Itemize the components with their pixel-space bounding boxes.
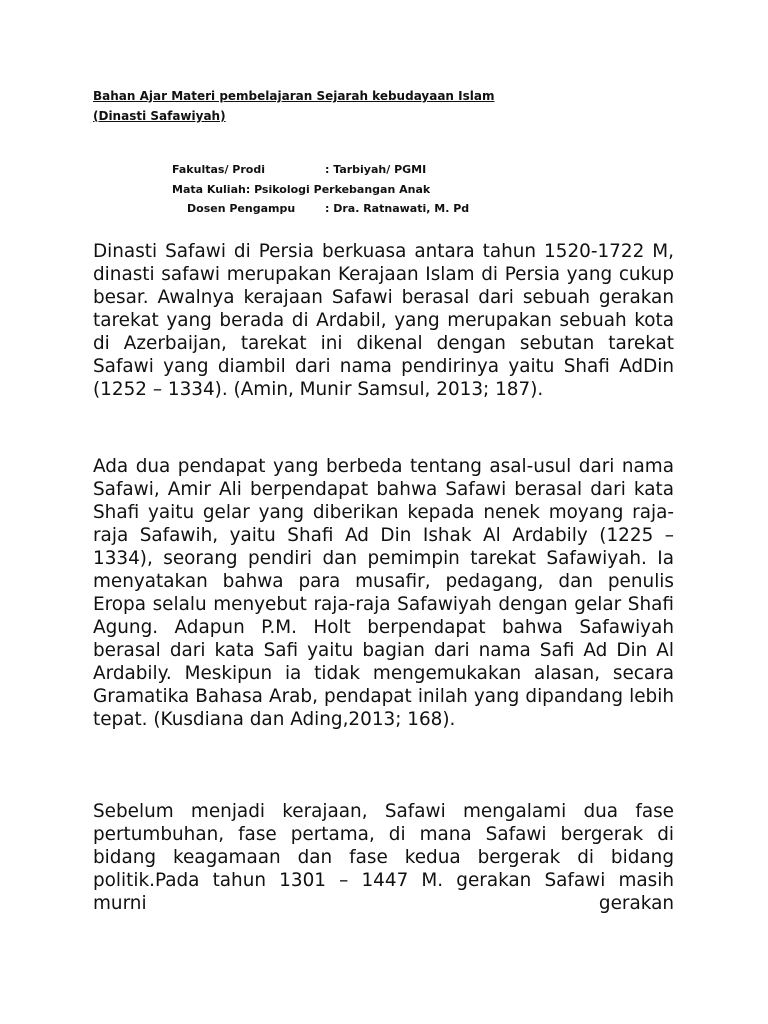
dosen-value: : Dra. Ratnawati, M. Pd [325,202,470,215]
paragraph-3 [93,800,674,915]
fakultas-value: : Tarbiyah/ PGMI [325,163,427,176]
paragraph-2 [93,455,674,731]
document-subtitle: (Dinasti Safawiyah) [93,109,226,123]
dosen-row [172,199,592,219]
paragraph-text: Ada dua pendapat yang berbeda tentang asal-usul dari nama Safawi, Amir Ali berpendapat bahwa Safawi berasal dari kata Shafi yaitu gelar yang diberikan kepada nenek moyang raja-raja Safawih, yaitu Shafi Ad Din Ishak Al Ardabily (1225 – 1334), seorang pendiri dan pemimpin tarekat Safawiyah. Ia menyatakan bahwa para musafir, pedagang, dan penulis Eropa selalu menyebut raja-raja Safawiyah dengan gelar Shafi Agung. Adapun P.M. Holt berpendapat bahwa Safawiyah berasal dari kata Safi yaitu bagian dari nama Safi Ad Din Al Ardabily. Meskipun ia tidak mengemukakan alasan, secara Gramatika Bahasa Arab, pendapat inilah yang dipandang lebih tepat. (Kusdiana dan Ading,2013; 168). [93,456,674,730]
document-header [93,86,693,126]
paragraph-text: Sebelum menjadi kerajaan, Safawi mengalami dua fase pertumbuhan, fase pertama, di mana Safawi bergerak di bidang keagamaan dan fase kedua bergerak di bidang politik.Pada tahun 1301 – 1447 M. gerakan Safawi masih murni gerakan [93,801,674,914]
paragraph-1 [93,240,674,401]
course-info [172,160,592,219]
document-title: Bahan Ajar Materi pembelajaran Sejarah kebudayaan Islam [93,89,495,103]
dosen-label: Dosen Pengampu [187,202,296,215]
fakultas-row [172,160,592,180]
matakuliah-row [172,180,592,200]
fakultas-label: Fakultas/ Prodi [172,163,265,176]
paragraph-text: Dinasti Safawi di Persia berkuasa antara tahun 1520-1722 M, dinasti safawi merupakan Kerajaan Islam di Persia yang cukup besar. Awalnya kerajaan Safawi berasal dari sebuah gerakan tarekat yang berada di Ardabil, yang merupakan sebuah kota di Azerbaijan, tarekat ini dikenal dengan sebutan tarekat Safawi yang diambil dari nama pendirinya yaitu Shafi AdDin (1252 – 1334). (Amin, Munir Samsul, 2013; 187). [93,241,674,400]
matakuliah-label: Mata Kuliah: Psikologi Perkebangan Anak [172,182,431,196]
